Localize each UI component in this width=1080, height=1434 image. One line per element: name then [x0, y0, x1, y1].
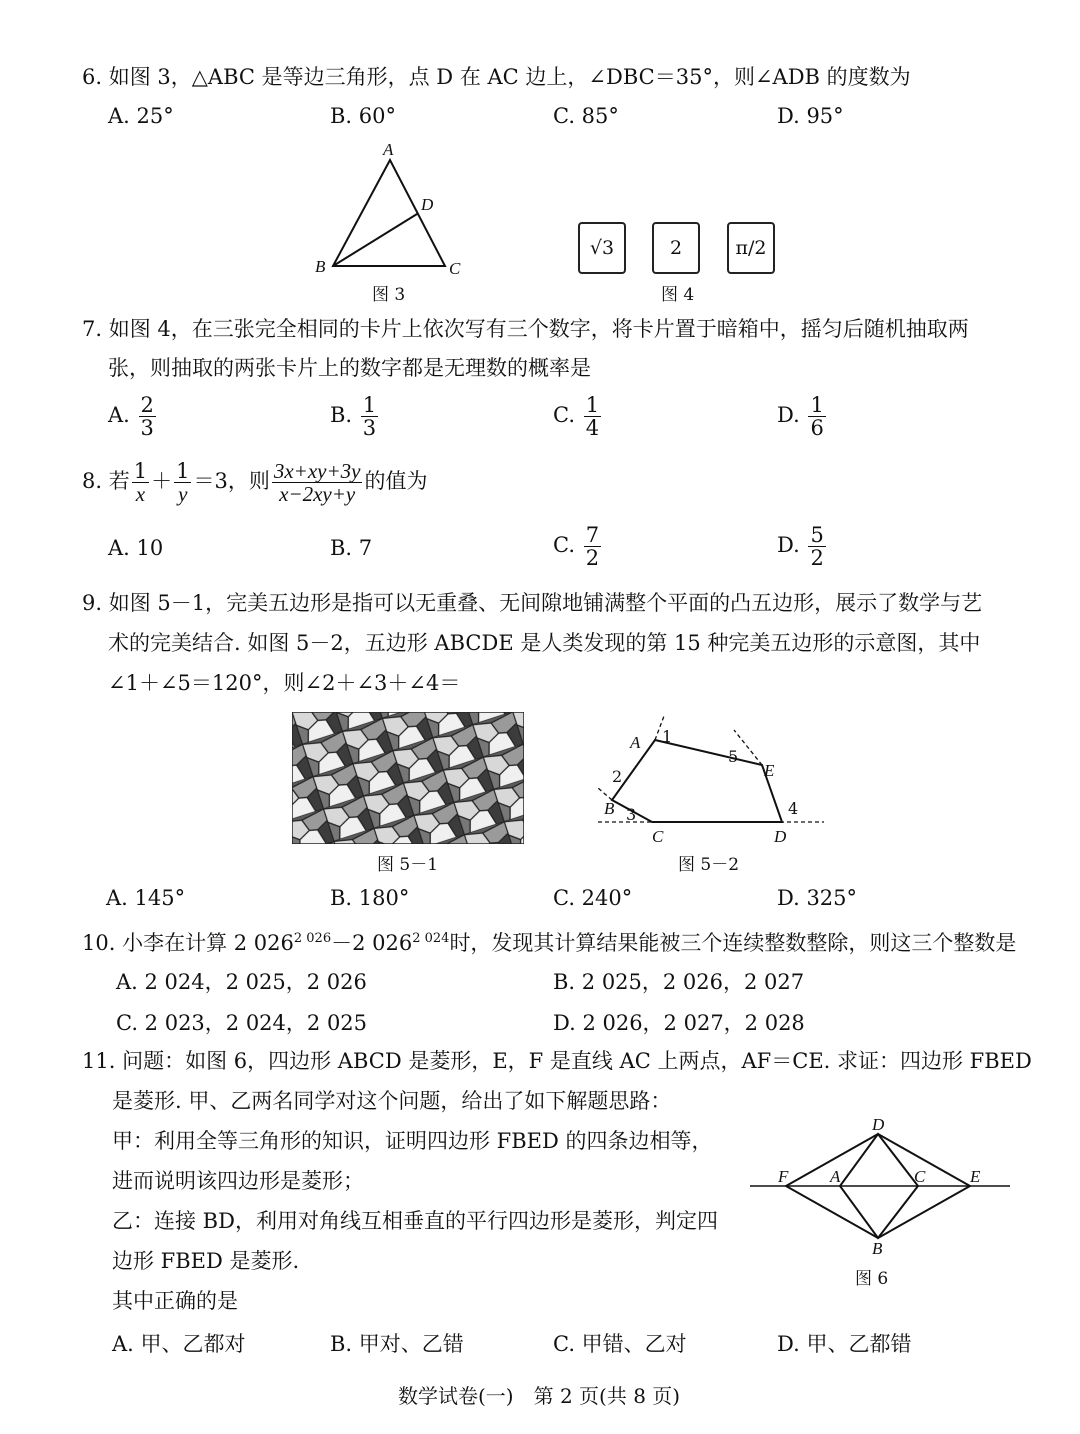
fig6-label-b: B [872, 1239, 883, 1258]
q7-line-2: 张，则抽取的两张卡片上的数字都是无理数的概率是 [108, 356, 591, 380]
q11-line-2: 是菱形. 甲、乙两名同学对这个问题，给出了如下解题思路： [112, 1089, 672, 1113]
figure-6-caption: 图 6 [855, 1269, 889, 1289]
q10-option-d: D. 2 026，2 027，2 028 [553, 1011, 805, 1035]
q9-option-a: A. 145° [106, 886, 186, 910]
q11-option-b: B. 甲对、乙错 [330, 1332, 464, 1356]
numerator: 2 [140, 393, 154, 417]
q9-line-2: 术的完美结合. 如图 5－2，五边形 ABCDE 是人类发现的第 15 种完美五边形的示意图，其中 [108, 631, 981, 655]
q6-option-a: A. 25° [108, 104, 174, 128]
q8-prefix: 8. 若 [82, 469, 130, 493]
numerator: 5 [810, 523, 824, 547]
fig5-2-angle-3: 3 [626, 805, 637, 824]
fig3-label-b: B [315, 257, 326, 276]
figure-5-2-caption: 图 5－2 [678, 855, 740, 875]
q11-line-4: 进而说明该四边形是菱形； [112, 1169, 364, 1193]
q10-stem [82, 926, 1016, 956]
fig6-label-c: C [914, 1167, 926, 1186]
denominator: 2 [585, 546, 600, 570]
fig6-label-a: A [830, 1167, 841, 1186]
q6-option-c: C. 85° [553, 104, 619, 128]
denominator: 3 [140, 416, 154, 440]
fig3-label-a: A [383, 140, 394, 159]
fig5-2-label-e: E [764, 761, 775, 780]
q10-prefix: 10. 小李在计算 2 026 [82, 931, 294, 955]
q8-expr-denominator: x−2xy+y [272, 482, 363, 505]
numerator: 1 [362, 393, 377, 417]
fig6-label-f: F [778, 1167, 789, 1186]
q7-line-1: 7. 如图 4，在三张完全相同的卡片上依次写有三个数字，将卡片置于暗箱中，摇匀后随机抽取两 [82, 317, 969, 341]
card-pi-over-2: π/2 [727, 222, 775, 274]
q11-line-5: 乙：连接 BD，利用对角线互相垂直的平行四边形是菱形，判定四 [112, 1209, 718, 1233]
q11-line-3: 甲：利用全等三角形的知识，证明四边形 FBED 的四条边相等， [112, 1129, 713, 1153]
q8-option-b: B. 7 [330, 536, 373, 560]
q11-line-1: 11. 问题：如图 6，四边形 ABCD 是菱形，E，F 是直线 AC 上两点，AF＝CE. 求证：四边形 FBED [82, 1049, 1032, 1073]
fig3-label-d: D [421, 195, 434, 214]
option-label: A. [108, 403, 130, 427]
q10-exponent-1: 2 026 [293, 931, 332, 946]
figure-6-rhombus [748, 1112, 1014, 1262]
fig5-2-label-d: D [774, 827, 787, 846]
q8-mid: ，则 [227, 469, 270, 493]
q10-exponent-2: 2 024 [412, 931, 450, 946]
denominator: 4 [585, 416, 600, 440]
q7-option-c [553, 394, 603, 439]
q10-option-a: A. 2 024，2 025，2 026 [116, 970, 367, 994]
q8-option-c [553, 524, 603, 569]
figure-5-1-caption: 图 5－1 [377, 855, 439, 875]
q10-option-c: C. 2 023，2 024，2 025 [116, 1011, 368, 1035]
fig5-2-angle-2: 2 [612, 767, 623, 786]
option-label: C. [553, 403, 575, 427]
fig6-label-d: D [872, 1115, 885, 1134]
q10-option-b: B. 2 025，2 026，2 027 [553, 970, 805, 994]
q9-option-b: B. 180° [330, 886, 410, 910]
page-footer: 数学试卷(一) 第 2 页(共 8 页) [398, 1384, 681, 1408]
denominator: 6 [810, 416, 824, 440]
card-sqrt3: √3 [578, 222, 626, 274]
fig5-2-angle-5: 5 [728, 747, 739, 766]
figure-5-1-tiling [292, 712, 524, 844]
q8-option-a: A. 10 [108, 536, 164, 560]
figure-3-triangle [305, 140, 485, 280]
option-label: D. [777, 403, 800, 427]
q10-mid: －2 026 [331, 931, 413, 955]
fig6-label-e: E [970, 1167, 981, 1186]
q11-line-7: 其中正确的是 [112, 1289, 238, 1313]
q6-option-b: B. 60° [330, 104, 397, 128]
denominator: 2 [810, 546, 824, 570]
fig5-2-angle-1: 1 [662, 727, 673, 746]
q11-option-d: D. 甲、乙都错 [777, 1332, 912, 1356]
q8-expr-numerator: 3x+xy+3y [273, 459, 361, 483]
q11-option-c: C. 甲错、乙对 [553, 1332, 687, 1356]
numerator: 7 [585, 523, 600, 547]
numerator: 1 [810, 393, 824, 417]
fig5-2-label-c: C [652, 827, 664, 846]
card-2: 2 [652, 222, 700, 274]
q7-option-d [777, 394, 828, 439]
q9-option-d: D. 325° [777, 886, 858, 910]
q8-suffix: 的值为 [364, 469, 428, 493]
q11-option-a: A. 甲、乙都对 [112, 1332, 246, 1356]
q8-stem: 8. 若 $\frac{1}{x}$ ＋ $\frac{1}{y}$ ＝3，则 $\frac{3x+xy+3y}{x-2xy+y}$ 的值为 [82, 459, 428, 506]
figure-3-caption: 图 3 [372, 285, 406, 305]
q9-line-3: ∠1＋∠5＝120°，则∠2＋∠3＋∠4＝ [108, 671, 461, 695]
fig5-2-angle-4: 4 [788, 799, 799, 818]
q9-line-1: 9. 如图 5－1，完美五边形是指可以无重叠、无间隙地铺满整个平面的凸五边形，展示了数学与艺 [82, 591, 983, 615]
option-label: B. [330, 403, 353, 427]
option-label: D. [777, 533, 800, 557]
denominator: 3 [362, 416, 377, 440]
figure-5-2-pentagon [592, 710, 832, 850]
q11-line-6: 边形 FBED 是菱形. [112, 1249, 300, 1273]
q6-stem: 6. 如图 3，△ABC 是等边三角形，点 D 在 AC 边上，∠DBC＝35°，则∠ADB 的度数为 [82, 65, 911, 89]
option-label: C. [553, 533, 575, 557]
figure-4-caption: 图 4 [661, 285, 695, 305]
fig5-2-label-a: A [630, 733, 641, 752]
q10-suffix: 时，发现其计算结果能被三个连续整数整除，则这三个整数是 [449, 931, 1017, 955]
fig5-2-label-b: B [604, 799, 615, 818]
q7-option-a [108, 394, 158, 439]
fig3-label-c: C [449, 259, 461, 278]
q6-option-d: D. 95° [777, 104, 844, 128]
q9-option-c: C. 240° [553, 886, 633, 910]
q7-option-b [330, 394, 380, 439]
numerator: 1 [585, 393, 600, 417]
q8-option-d [777, 524, 828, 569]
